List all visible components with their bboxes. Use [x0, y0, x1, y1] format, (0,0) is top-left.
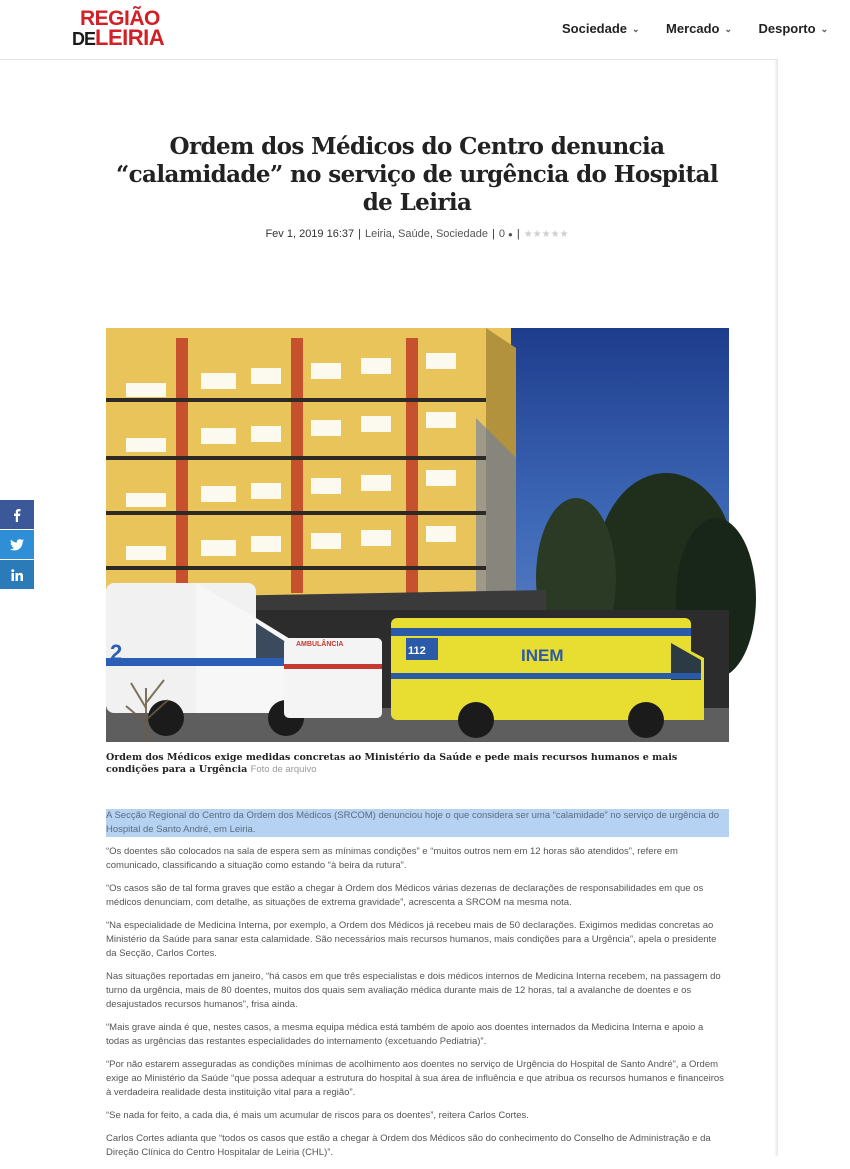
logo-de-leiria — [72, 27, 164, 52]
article-paragraph: Carlos Cortes adianta que “todos os casos que estão a chegar à Ordem dos Médicos são do conhecimento do Conselho de Administração e da Direção Clínica do Centro Hospitalar de Leiria (CHL)”. — [106, 1133, 711, 1158]
social-share-bar — [0, 500, 34, 590]
article-paragraph: “Se nada for feito, a cada dia, é mais um acumular de riscos para os doentes”, reitera Carlos Cortes. — [106, 1110, 529, 1121]
inem-label: INEM — [521, 646, 564, 665]
site-logo[interactable] — [72, 8, 172, 50]
chevron-down-icon: ⌄ — [820, 24, 829, 34]
chevron-down-icon: ⌄ — [632, 24, 640, 34]
logo-de: DE — [72, 29, 96, 49]
comment-icon: ● — [508, 230, 513, 239]
hero-image — [106, 328, 729, 742]
nav-label: Mercado — [666, 21, 720, 36]
article-paragraph: “Na especialidade de Medicina Interna, por exemplo, a Ordem dos Médicos já recebeu mais de 50 declarações. Exigimos medidas concretas ao Ministério da Saúde para sanar esta calamidade. São necessários mais recursos humanos, mais condições para a Urgência”, apela o presidente da Secção, Carlos Cortes. — [106, 920, 717, 959]
meta-separator: | — [358, 228, 361, 240]
main-nav — [562, 20, 850, 38]
nav-item-mercado[interactable] — [666, 21, 732, 36]
category-link-sociedade[interactable]: Sociedade — [435, 228, 488, 240]
meta-separator: | — [491, 228, 495, 240]
article-paragraph: “Mais grave ainda é que, nestes casos, a mesma equipa médica está também de apoio aos doentes internados da Medicina Interna e apoio a todas as urgências das restantes especialidades do internamento (excetuando Pediatria)”. — [106, 1022, 704, 1047]
nav-label: Desporto — [758, 21, 816, 36]
meta-separator: | — [516, 228, 520, 240]
rating-stars[interactable]: ★★★★★ — [523, 228, 569, 240]
nav-label: Sociedade — [562, 21, 628, 36]
article-title: Ordem dos Médicos do Centro denuncia “calamidade” no serviço de urgência do Hospital de Leiria — [116, 133, 718, 216]
article-paragraph: “Os doentes são colocados na sala de espera sem as mínimas condições” e “muitos outros nem em 12 horas são atendidos”, refere em comunicado, classificando a situação como estando “à beira da rutura”. — [106, 846, 678, 871]
ambulance-label: AMBULÂNCIA — [296, 641, 344, 648]
twitter-icon — [10, 539, 24, 551]
article-body — [106, 809, 729, 1169]
category-link-leiria[interactable]: Leiria — [365, 228, 392, 240]
nav-item-sociedade[interactable] — [562, 21, 640, 36]
page-edge-shadow — [774, 60, 778, 1156]
article-paragraph: “Por não estarem asseguradas as condições mínimas de acolhimento aos doentes no serviço de Urgência do Hospital de Santo André”, a Ordem exige ao Ministério da Saúde “que possa adequar a estrutura do hospital à sua área de influência e que atribua os recursos humanos e financeiros à verdadeira realidade desta instituição vital para a região”. — [106, 1059, 724, 1098]
linkedin-icon — [11, 569, 23, 581]
twitter-share-button[interactable] — [0, 530, 34, 559]
linkedin-share-button[interactable] — [0, 560, 34, 589]
chevron-down-icon: ⌄ — [724, 24, 733, 34]
svg-text:2: 2 — [110, 640, 123, 665]
image-caption — [106, 752, 729, 776]
comment-count: 0 — [498, 228, 505, 240]
logo-regiao: REGIÃO — [80, 7, 160, 30]
facebook-icon — [11, 508, 23, 522]
article-paragraph: A Secção Regional do Centro da Ordem dos Médicos (SRCOM) denunciou hoje o que considera ser uma “calamidade” no serviço de urgência do Hospital de Santo André, em Leiria. — [106, 809, 729, 837]
post-date: Fev 1, 2019 16:37 — [265, 228, 355, 240]
facebook-share-button[interactable] — [0, 500, 34, 529]
caption-text: Ordem dos Médicos exige medidas concretas ao Ministério da Saúde e pede mais recursos humanos e mais condições para a Urgência — [106, 752, 678, 775]
photo-credit: Foto de arquivo — [250, 764, 317, 775]
article-paragraph: “Os casos são de tal forma graves que estão a chegar à Ordem dos Médicos várias dezenas de declarações de responsabilidades em que os médicos denunciam, com detalhe, as situações de extrema gravidade”, acrescenta a SRCOM na mesma nota. — [106, 883, 704, 908]
category-link-saude[interactable]: Saúde — [398, 228, 430, 240]
article-meta: Fev 1, 2019 16:37 | Leiria, Saúde, Sociedade | 0 ● | ★★★★★ — [265, 228, 569, 240]
article-paragraph: Nas situações reportadas em janeiro, “há casos em que três especialistas e dois médicos internos de Medicina Interna recebem, na passagem do turno da urgência, mais de 80 doentes, muitos dos quais sem avaliação médica durante mais de 12 horas, tal a avalanche de doentes e os desajustados recursos humanos”, frisa ainda. — [106, 971, 721, 1010]
ambulance-number: 112 — [408, 645, 426, 657]
site-header — [0, 0, 829, 60]
hospital-photo-illustration — [106, 328, 729, 742]
nav-item-desporto[interactable] — [759, 21, 829, 36]
comments-link[interactable] — [499, 228, 513, 240]
logo-leiria: LEIRIA — [95, 25, 165, 50]
